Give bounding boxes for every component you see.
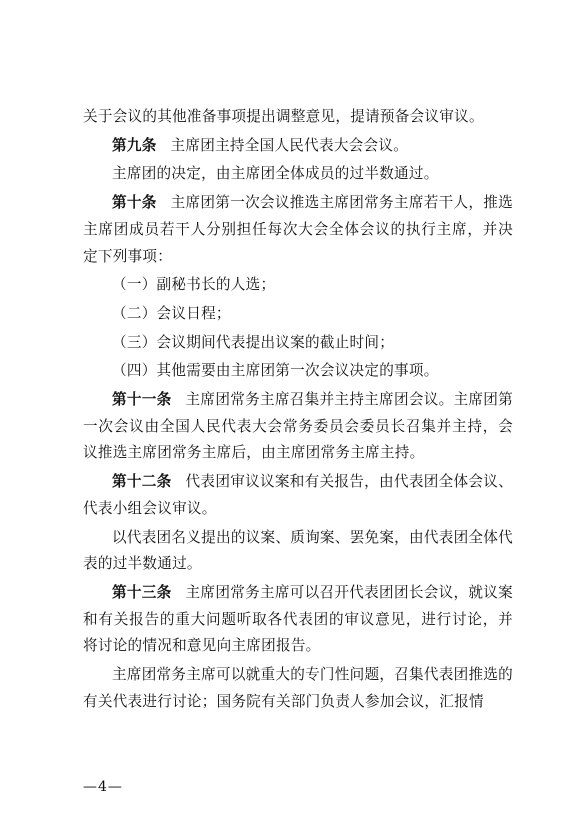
article-heading: 第十条 <box>112 194 157 212</box>
article-heading: 第十一条 <box>112 391 172 409</box>
article-10 <box>83 190 513 270</box>
article-12 <box>83 469 513 522</box>
article-heading: 第九条 <box>112 136 157 154</box>
article-heading: 第十二条 <box>112 473 172 491</box>
list-item-text: （三）会议期间代表提出议案的截止时间； <box>112 333 395 351</box>
paragraph-text: 主席团主持全国人民代表大会会议。 <box>170 136 409 154</box>
paragraph-text: 主席团第一次会议推选主席团常务主席若干人，推选主席团成员若干人分别担任每次大会全体会议的执行主席，并决定下列事项： <box>83 194 513 265</box>
article-9-paragraph-2 <box>83 161 513 188</box>
article-13-paragraph-2 <box>83 662 513 715</box>
article-12-paragraph-2 <box>83 525 513 578</box>
article-13 <box>83 580 513 660</box>
paragraph-text: 主席团常务主席可以召开代表团团长会议，就议案和有关报告的重大问题听取各代表团的审议意见，进行讨论，并将讨论的情况和意见向主席团报告。 <box>83 583 513 655</box>
list-item-text: （四）其他需要由主席团第一次会议决定的事项。 <box>112 362 439 380</box>
list-item-2 <box>83 301 513 328</box>
article-11 <box>83 387 513 467</box>
paragraph-text: 主席团常务主席可以就重大的专门性问题，召集代表团推选的有关代表进行讨论；国务院有关部门负责人参加会议，汇报情 <box>83 666 513 710</box>
paragraph-text: 以代表团名义提出的议案、质询案、罢免案，由代表团全体代表的过半数通过。 <box>83 528 513 573</box>
paragraph-text: 关于会议的其他准备事项提出调整意见，提请预备会议审议。 <box>83 108 484 125</box>
list-item-text: （一）副秘书长的人选； <box>112 276 276 294</box>
paragraph-text: 代表团审议议案和有关报告，由代表团全体会议、代表小组会议审议。 <box>83 473 513 517</box>
page-number: —4— <box>83 779 123 795</box>
list-item-text: （二）会议日程； <box>112 304 231 322</box>
paragraph-text: 主席团常务主席召集并主持主席团会议。主席团第一次会议由全国人民代表大会常务委员会委员长召集并主持，会议推选主席团常务主席后，由主席团常务主席主持。 <box>83 391 513 462</box>
document-body <box>83 104 513 717</box>
list-item-1 <box>83 272 513 299</box>
article-heading: 第十三条 <box>112 583 172 601</box>
paragraph-text: 主席团的决定，由主席团全体成员的过半数通过。 <box>112 165 439 183</box>
list-item-3 <box>83 330 513 357</box>
article-9 <box>83 133 513 160</box>
list-item-4 <box>83 358 513 385</box>
paragraph-continuation <box>83 104 513 131</box>
